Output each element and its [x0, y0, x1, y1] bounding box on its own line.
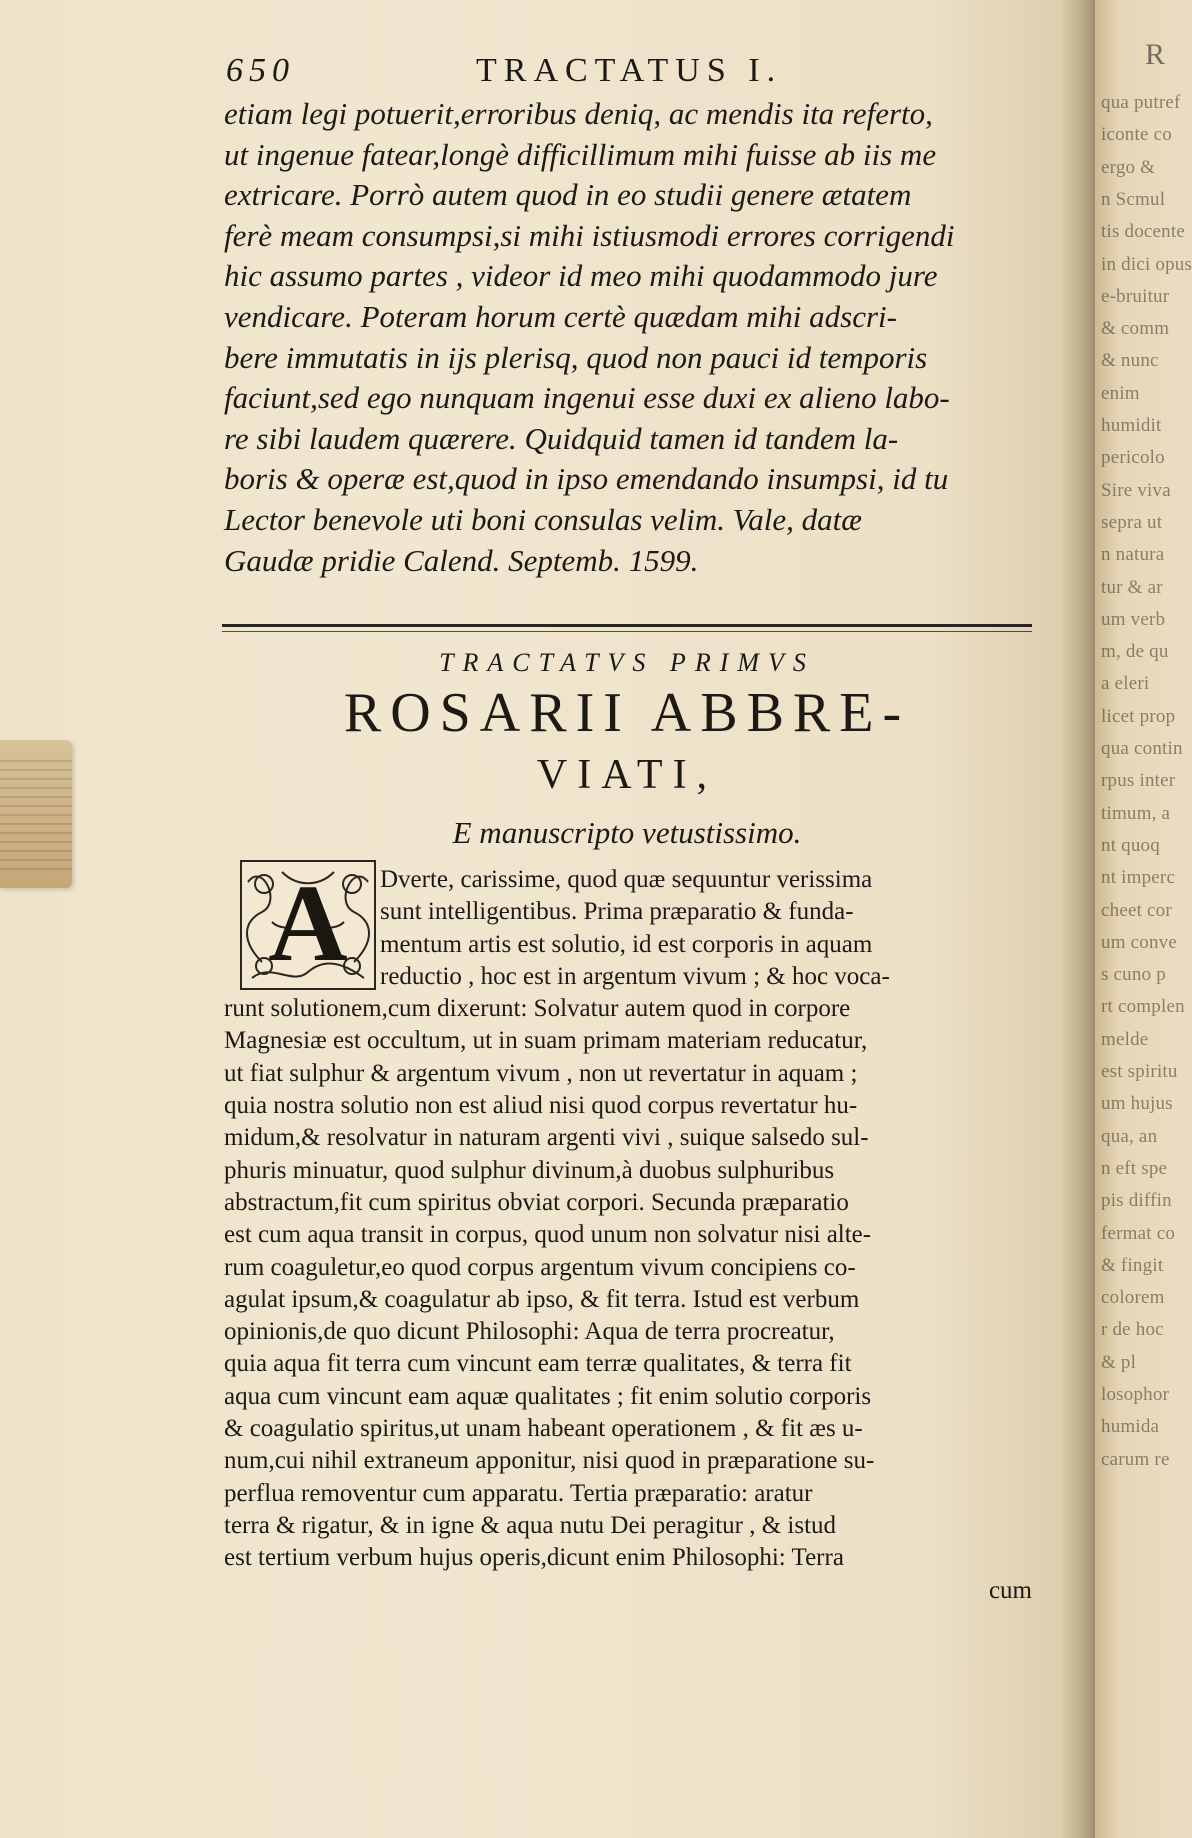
- body-line: quia aqua fit terra cum vincunt eam terræ qualitates, & terra fit: [224, 1350, 852, 1378]
- preface-line: re sibi laudem quærere. Quidquid tamen id tandem la-: [224, 420, 899, 456]
- body-line: quia nostra solutio non est aliud nisi quod corpus revertatur hu-: [224, 1092, 858, 1120]
- body-line: aqua cum vincunt eam aquæ qualitates ; fit enim solutio corporis: [224, 1382, 872, 1410]
- facing-page-line: sepra ut: [1101, 511, 1163, 533]
- body-line: opinionis,de quo dicunt Philosophi: Aqua de terra procreatur,: [224, 1318, 835, 1346]
- facing-page-line: losophor: [1101, 1384, 1170, 1405]
- body-line: phuris minuatur, quod sulphur divinum,à duobus sulphuribus: [224, 1156, 835, 1184]
- facing-page-line: r de hoc: [1101, 1319, 1164, 1341]
- facing-page-line: e-bruitur: [1101, 285, 1170, 307]
- preface-line: hic assumo partes , videor id meo mihi quodammodo jure: [224, 258, 938, 294]
- facing-page-line: um verb: [1101, 608, 1166, 630]
- body-line: agulat ipsum,& coagulatur ab ipso, & fit terra. Istud est verbum: [224, 1285, 860, 1313]
- section-title-line1: ROSARII ABBRE-: [343, 682, 911, 744]
- facing-page-line: um hujus: [1101, 1093, 1173, 1115]
- facing-page-line: Sire viva: [1101, 479, 1171, 501]
- facing-page-edge: [1095, 0, 1192, 1838]
- preface-line: bere immutatis in ijs plerisq, quod non pauci id temporis: [224, 339, 928, 375]
- facing-page-line: iconte co: [1101, 124, 1172, 146]
- page-header: [226, 52, 1026, 96]
- body-line: est tertium verbum hujus operis,dicunt enim Philosophi: Terra: [224, 1544, 844, 1572]
- facing-page-line: m, de qu: [1101, 641, 1169, 663]
- section-divider-thick: [222, 624, 1032, 627]
- preface-line: Lector benevole uti boni consulas velim. Vale, datæ: [224, 501, 862, 537]
- preface-line: boris & operæ est,quod in ipso emendando insumpsi, id tu: [224, 461, 949, 497]
- facing-page-line: qua contin: [1101, 738, 1183, 759]
- body-line: num,cui nihil extraneum apponitur, nisi quod in præparatione su-: [224, 1447, 875, 1475]
- body-line: runt solutionem,cum dixerunt: Solvatur autem quod in corpore: [224, 995, 851, 1023]
- facing-page-line: carum re: [1101, 1448, 1170, 1470]
- facing-page-line: a eleri: [1101, 673, 1150, 695]
- body-line: abstractum,fit cum spiritus obviat corpori. Secunda præparatio: [224, 1188, 849, 1216]
- body-line: ut fiat sulphur & argentum vivum , non ut revertatur in aquam ;: [224, 1059, 858, 1087]
- facing-page-line: humida: [1101, 1416, 1160, 1438]
- preface-line: ferè meam consumpsi,si mihi istiusmodi errores corrigendi: [224, 217, 955, 253]
- facing-page-line: rt complen: [1101, 996, 1185, 1018]
- facing-page-head: R: [1145, 38, 1169, 71]
- body-line: Dverte, carissime, quod quæ sequuntur verissima: [380, 866, 873, 893]
- facing-page-line: nt quoq: [1101, 834, 1160, 856]
- section-subtitle: E manuscripto vetustissimo.: [452, 815, 802, 850]
- facing-page-line: tur & ar: [1101, 576, 1163, 598]
- body-line: est cum aqua transit in corpus, quod unum non solvatur nisi alte-: [224, 1221, 872, 1249]
- facing-page-line: & pl: [1101, 1351, 1137, 1373]
- facing-page-line: n natura: [1101, 544, 1165, 566]
- facing-page-line: colorem: [1101, 1287, 1165, 1309]
- facing-page-line: humidit: [1101, 415, 1162, 436]
- facing-page-line: ergo &: [1101, 156, 1156, 178]
- facing-page-line: & fingit: [1101, 1254, 1164, 1276]
- facing-page-line: fermat co: [1101, 1222, 1176, 1244]
- facing-page-line: timum, a: [1101, 802, 1171, 824]
- facing-page-line: licet prop: [1101, 705, 1176, 727]
- running-head: TRACTATUS I.: [476, 52, 783, 89]
- body-line: perflua removentur cum apparatu. Tertia præparatio: aratur: [224, 1479, 813, 1507]
- decorated-initial-icon: [240, 860, 376, 990]
- preface-line: ut ingenue fatear,longè difficillimum mihi fuisse ab iis me: [224, 136, 937, 172]
- body-line: sunt intelligentibus. Prima præparatio & funda-: [380, 898, 854, 926]
- bookmark-tab[interactable]: [0, 740, 72, 888]
- facing-page-line: pericolo: [1101, 447, 1165, 469]
- preface-line: faciunt,sed ego nunquam ingenui esse duxi ex alieno labo-: [224, 380, 950, 416]
- facing-page-line: qua putref: [1101, 92, 1181, 113]
- facing-page-line: n Scmul: [1101, 188, 1166, 210]
- facing-page-line: & comm: [1101, 318, 1170, 340]
- page-gutter-shadow: [1060, 0, 1100, 1838]
- facing-page-line: n eft spe: [1101, 1157, 1168, 1179]
- section-divider-thin: [222, 631, 1032, 632]
- facing-page-line: tis docente: [1101, 221, 1185, 243]
- facing-page-line: rpus inter: [1101, 770, 1176, 792]
- initial-letter: A: [268, 862, 348, 984]
- facing-page-line: enim: [1101, 382, 1140, 404]
- body-line: reductio , hoc est in argentum vivum ; & hoc voca-: [380, 962, 890, 990]
- body-line: mentum artis est solutio, id est corporis in aquam: [380, 930, 873, 958]
- body-line: terra & rigatur, & in igne & aqua nutu Dei peragitur , & istud: [224, 1511, 837, 1539]
- facing-page-line: um conve: [1101, 931, 1177, 953]
- facing-page-line: pis diffin: [1101, 1190, 1172, 1212]
- page-number: 650: [226, 52, 295, 89]
- catchword: cum: [988, 1576, 1032, 1604]
- body-line: & coagulatio spiritus,ut unam habeant operationem , & fit æs u-: [224, 1415, 863, 1443]
- facing-page-line: melde: [1101, 1028, 1149, 1050]
- facing-page-line: nt imperc: [1101, 867, 1176, 889]
- facing-page-line: & nunc: [1101, 350, 1159, 372]
- facing-page-line: est spiritu: [1101, 1061, 1178, 1082]
- preface-line: vendicare. Poteram horum certè quædam mihi adscri-: [224, 298, 897, 334]
- body-line: rum coaguletur,eo quod corpus argentum vivum concipiens co-: [224, 1253, 856, 1281]
- body-line: midum,& resolvatur in naturam argenti vivi , suique salsedo sul-: [224, 1124, 869, 1152]
- facing-page-line: qua, an: [1101, 1125, 1158, 1147]
- section-title-line2: VIATI,: [536, 752, 718, 798]
- body-line: Magnesiæ est occultum, ut in suam primam materiam reducatur,: [224, 1027, 868, 1055]
- preface-text: [224, 94, 1032, 581]
- preface-line: Gaudæ pridie Calend. Septemb. 1599.: [224, 542, 699, 578]
- preface-line: etiam legi potuerit,erroribus deniq, ac mendis ita referto,: [224, 96, 933, 131]
- facing-page-line: in dici opus: [1101, 253, 1192, 275]
- section-heading-small: TRACTATVS PRIMVS: [439, 648, 815, 677]
- preface-line: extricare. Porrò autem quod in eo studii genere ætatem: [224, 177, 912, 213]
- facing-page-line: cheet cor: [1101, 899, 1172, 921]
- facing-page-line: s cuno p: [1101, 964, 1166, 986]
